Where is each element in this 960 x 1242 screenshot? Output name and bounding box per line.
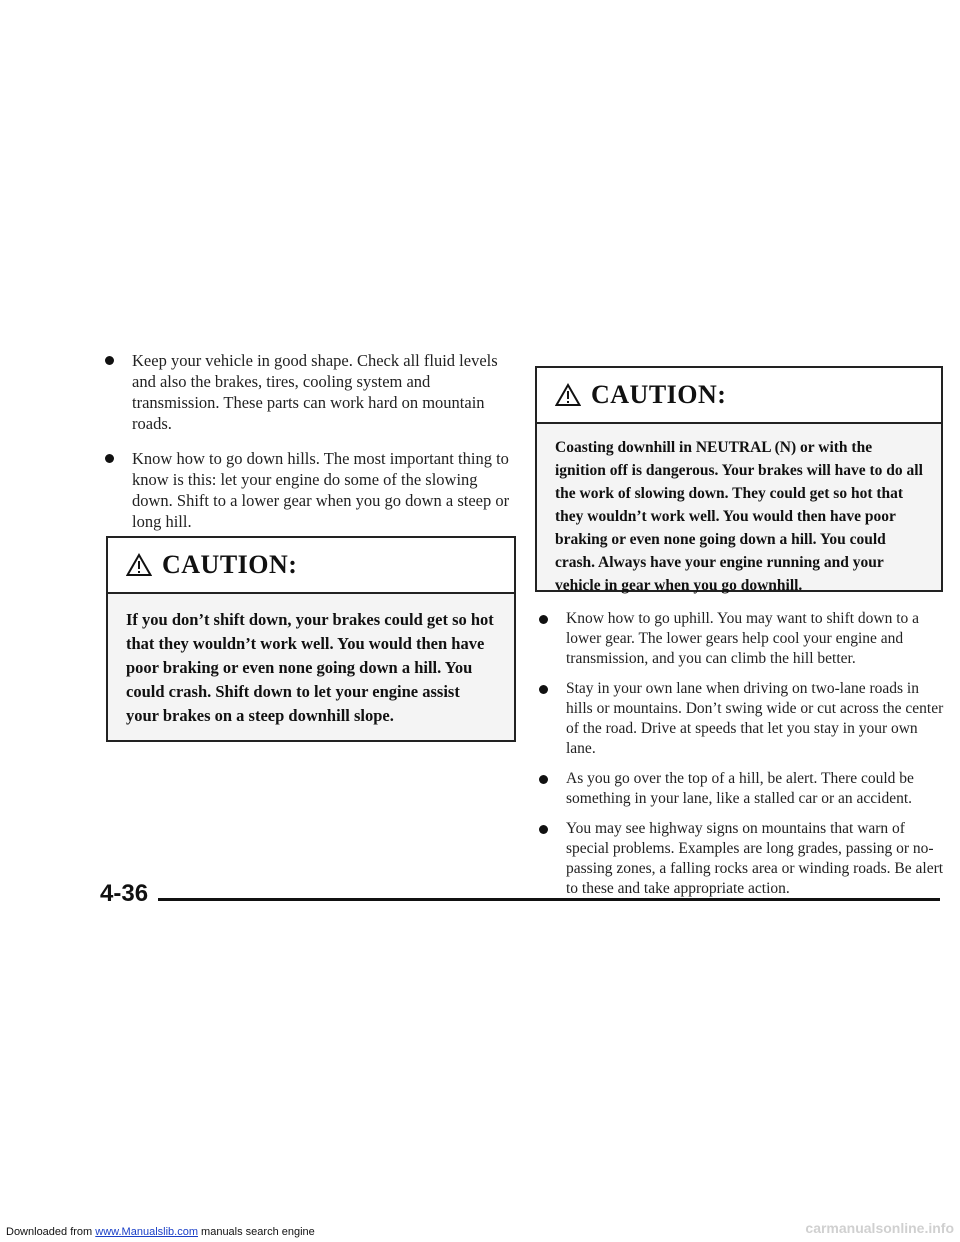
warning-triangle-icon bbox=[126, 553, 152, 577]
bullet-icon bbox=[539, 685, 548, 694]
bullet-text: Know how to go down hills. The most important thing to know is this: let your engine do some of the slowing down. Shift to a lower gear when you go down a steep or long hill. bbox=[132, 449, 510, 531]
caution-box-left bbox=[106, 536, 516, 742]
bullet-text: Stay in your own lane when driving on two-lane roads in hills or mountains. Don’t swing wide or cut across the center of the road. Drive at speeds that let you stay in your own lane. bbox=[566, 680, 944, 757]
caution-text: Coasting downhill in NEUTRAL (N) or with the ignition off is dangerous. Your brakes will have to do all the work of slowing down. They could get so hot that they wouldn’t work well. You would then have poor braking or even none going down a hill. You could crash. Always have your engine running and your vehicle in gear when you go downhill. bbox=[555, 439, 923, 594]
bullet-icon bbox=[539, 775, 548, 784]
bullet-icon bbox=[539, 825, 548, 834]
caution-title: CAUTION: bbox=[591, 380, 727, 409]
download-header bbox=[6, 1226, 315, 1238]
bullet-text: As you go over the top of a hill, be alert. There could be something in your lane, like a stalled car or an accident. bbox=[566, 770, 914, 807]
left-bullet-list bbox=[100, 350, 520, 532]
list-item bbox=[534, 769, 944, 809]
caution-header bbox=[108, 538, 514, 594]
footer-rule bbox=[100, 898, 940, 901]
warning-triangle-icon bbox=[555, 383, 581, 407]
caution-text: If you don’t shift down, your brakes could get so hot that they wouldn’t work well. You would then have poor braking or even none going down a hill. You could crash. Shift down to let your engine assist your brakes on a steep downhill slope. bbox=[126, 610, 494, 725]
bullet-icon bbox=[105, 454, 114, 463]
page-number: 4-36 bbox=[100, 880, 158, 908]
watermark: carmanualsonline.info bbox=[805, 1220, 954, 1236]
caution-header bbox=[537, 368, 941, 424]
caution-title: CAUTION: bbox=[162, 550, 298, 579]
list-item bbox=[534, 609, 944, 669]
download-prefix: Downloaded from bbox=[6, 1226, 96, 1238]
list-item bbox=[100, 448, 520, 532]
bullet-text: You may see highway signs on mountains that warn of special problems. Examples are long grades, passing or no-passing zones, a falling rocks area or winding roads. Be alert to these and take appropriate action. bbox=[566, 820, 944, 897]
list-item bbox=[100, 350, 520, 434]
manualslib-link[interactable]: www.Manualslib.com bbox=[95, 1226, 198, 1238]
bullet-text: Know how to go uphill. You may want to shift down to a lower gear. The lower gears help cool your engine and transmission, and you can climb the hill better. bbox=[566, 610, 920, 667]
bullet-icon bbox=[105, 356, 114, 365]
bullet-text: Keep your vehicle in good shape. Check all fluid levels and also the brakes, tires, cooling system and transmission. These parts can work hard on mountain roads. bbox=[132, 351, 498, 433]
list-item bbox=[534, 679, 944, 759]
download-suffix: manuals search engine bbox=[197, 1226, 315, 1238]
bullet-icon bbox=[539, 615, 548, 624]
right-bullet-list bbox=[534, 609, 944, 899]
caution-box-right bbox=[535, 366, 943, 592]
list-item bbox=[534, 819, 944, 899]
